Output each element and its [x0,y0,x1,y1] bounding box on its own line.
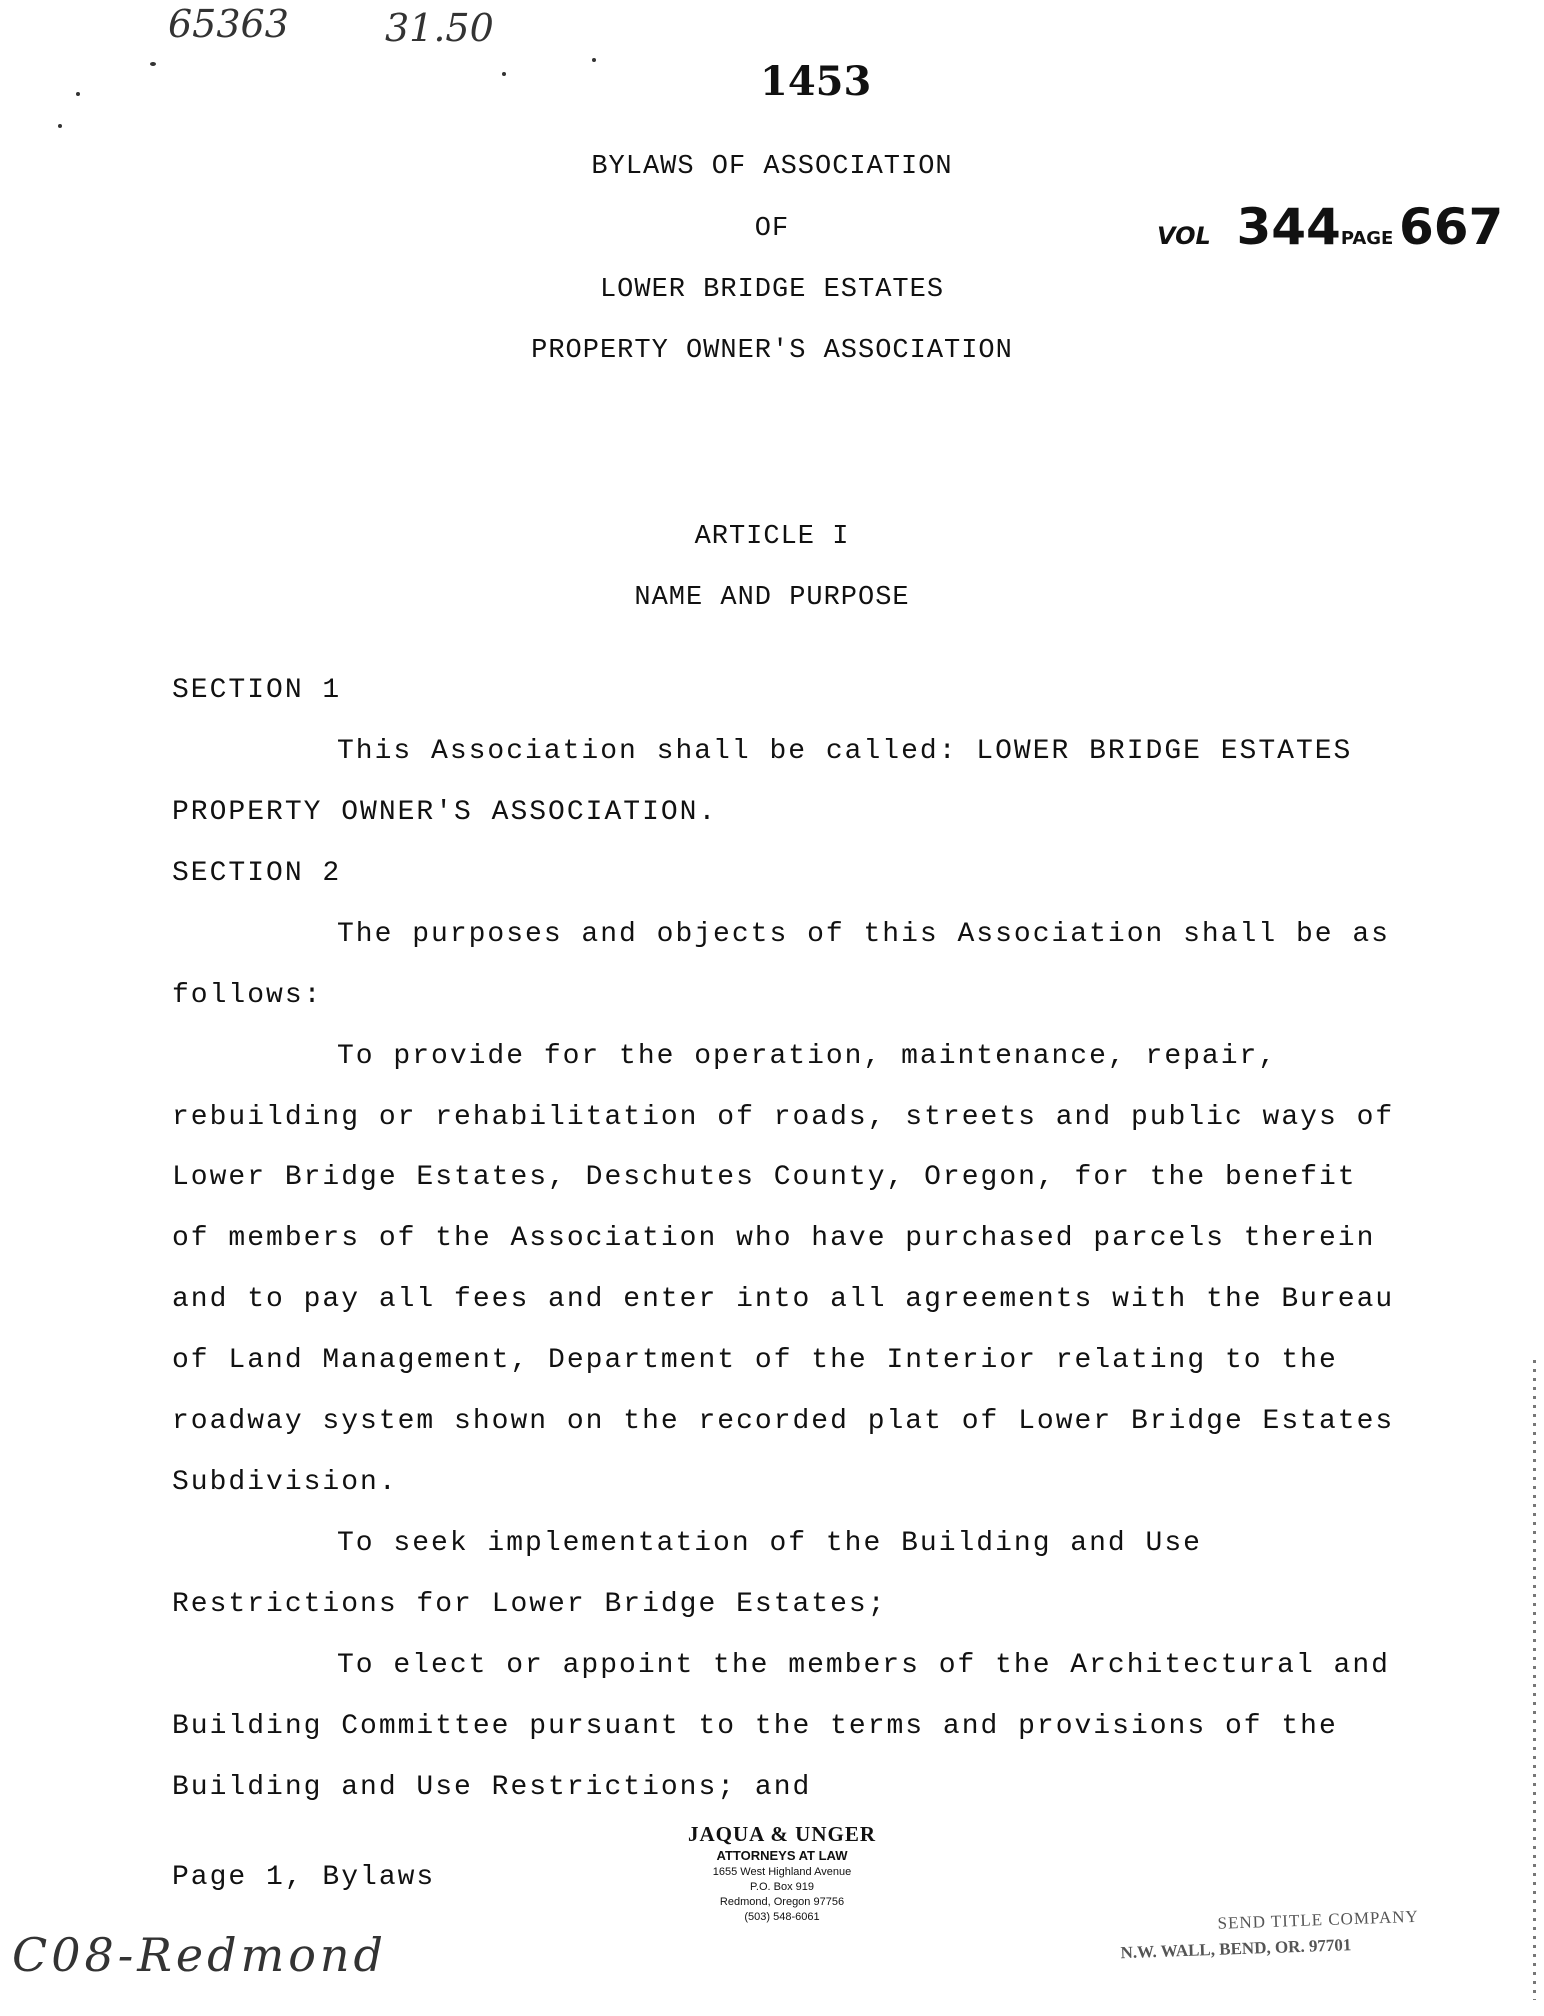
body-line: To provide for the operation, maintenance, repair, [337,1041,1278,1072]
page-label: PAGE [1340,228,1394,249]
scan-edge-noise [1533,1360,1536,2000]
body-line: roadway system shown on the recorded plat of Lower Bridge Estates [172,1406,1395,1437]
page-number: 667 [1398,198,1504,256]
firm-subtitle: ATTORNEYS AT LAW [716,1848,848,1863]
handwritten-file-number: 65363 [168,2,289,46]
document-number: 1453 [760,58,872,105]
stamp-line-1: SEND TITLE COMPANY [1217,1906,1420,1933]
scan-speck [58,124,62,128]
body-line: Restrictions for Lower Bridge Estates; [172,1589,887,1620]
body-line: of members of the Association who have purchased parcels therein [172,1223,1376,1254]
scan-speck [592,58,596,62]
scan-speck [76,92,80,96]
body-line: rebuilding or rehabilitation of roads, streets and public ways of [172,1102,1395,1133]
body-line: follows: [172,980,323,1011]
body-line: PROPERTY OWNER'S ASSOCIATION. [172,797,718,828]
title-line-2: OF [754,214,790,244]
firm-address-1: 1655 West Highland Avenue [712,1866,852,1878]
firm-name: JAQUA & UNGER [687,1822,876,1846]
scan-speck [150,62,156,66]
body-line: To seek implementation of the Building and Use [337,1528,1202,1559]
section-heading: SECTION 1 [172,675,342,706]
body-line: This Association shall be called: LOWER BRIDGE ESTATES [337,736,1353,767]
handwritten-pickup-note: C08-Redmond [12,1928,387,1982]
body-line: of Land Management, Department of the Interior relating to the [172,1345,1338,1376]
law-firm-block [662,1822,902,1923]
stamp-line-2: N.W. WALL, BEND, OR. 97701 [1120,1935,1352,1963]
vol-number: 344 [1236,198,1341,256]
firm-address-3: Redmond, Oregon 97756 [719,1896,845,1908]
vol-label: VOL [1157,222,1211,250]
title-company-stamp [1119,1907,1420,1963]
body-line: The purposes and objects of this Association shall be as [337,919,1390,950]
body-line: Lower Bridge Estates, Deschutes County, Oregon, for the benefit [172,1162,1357,1193]
article-subheading: NAME AND PURPOSE [634,583,910,613]
body-line: Subdivision. [172,1467,398,1498]
body-line: Building Committee pursuant to the terms and provisions of the [172,1711,1338,1742]
title-line-4: PROPERTY OWNER'S ASSOCIATION [531,336,1013,366]
handwritten-fee: 31.50 [385,6,494,50]
body-line: To elect or appoint the members of the Architectural and [337,1650,1390,1681]
page-footer-label: Page 1, Bylaws [172,1862,436,1893]
title-line-1: BYLAWS OF ASSOCIATION [591,152,953,182]
article-heading: ARTICLE I [694,522,850,552]
scan-speck [502,72,506,76]
section-heading: SECTION 2 [172,858,342,889]
title-line-3: LOWER BRIDGE ESTATES [599,275,945,305]
firm-phone: (503) 548-6061 [744,1911,820,1923]
firm-address-2: P.O. Box 919 [749,1881,814,1893]
body-line: and to pay all fees and enter into all agreements with the Bureau [172,1284,1395,1315]
body-line: Building and Use Restrictions; and [172,1772,812,1803]
